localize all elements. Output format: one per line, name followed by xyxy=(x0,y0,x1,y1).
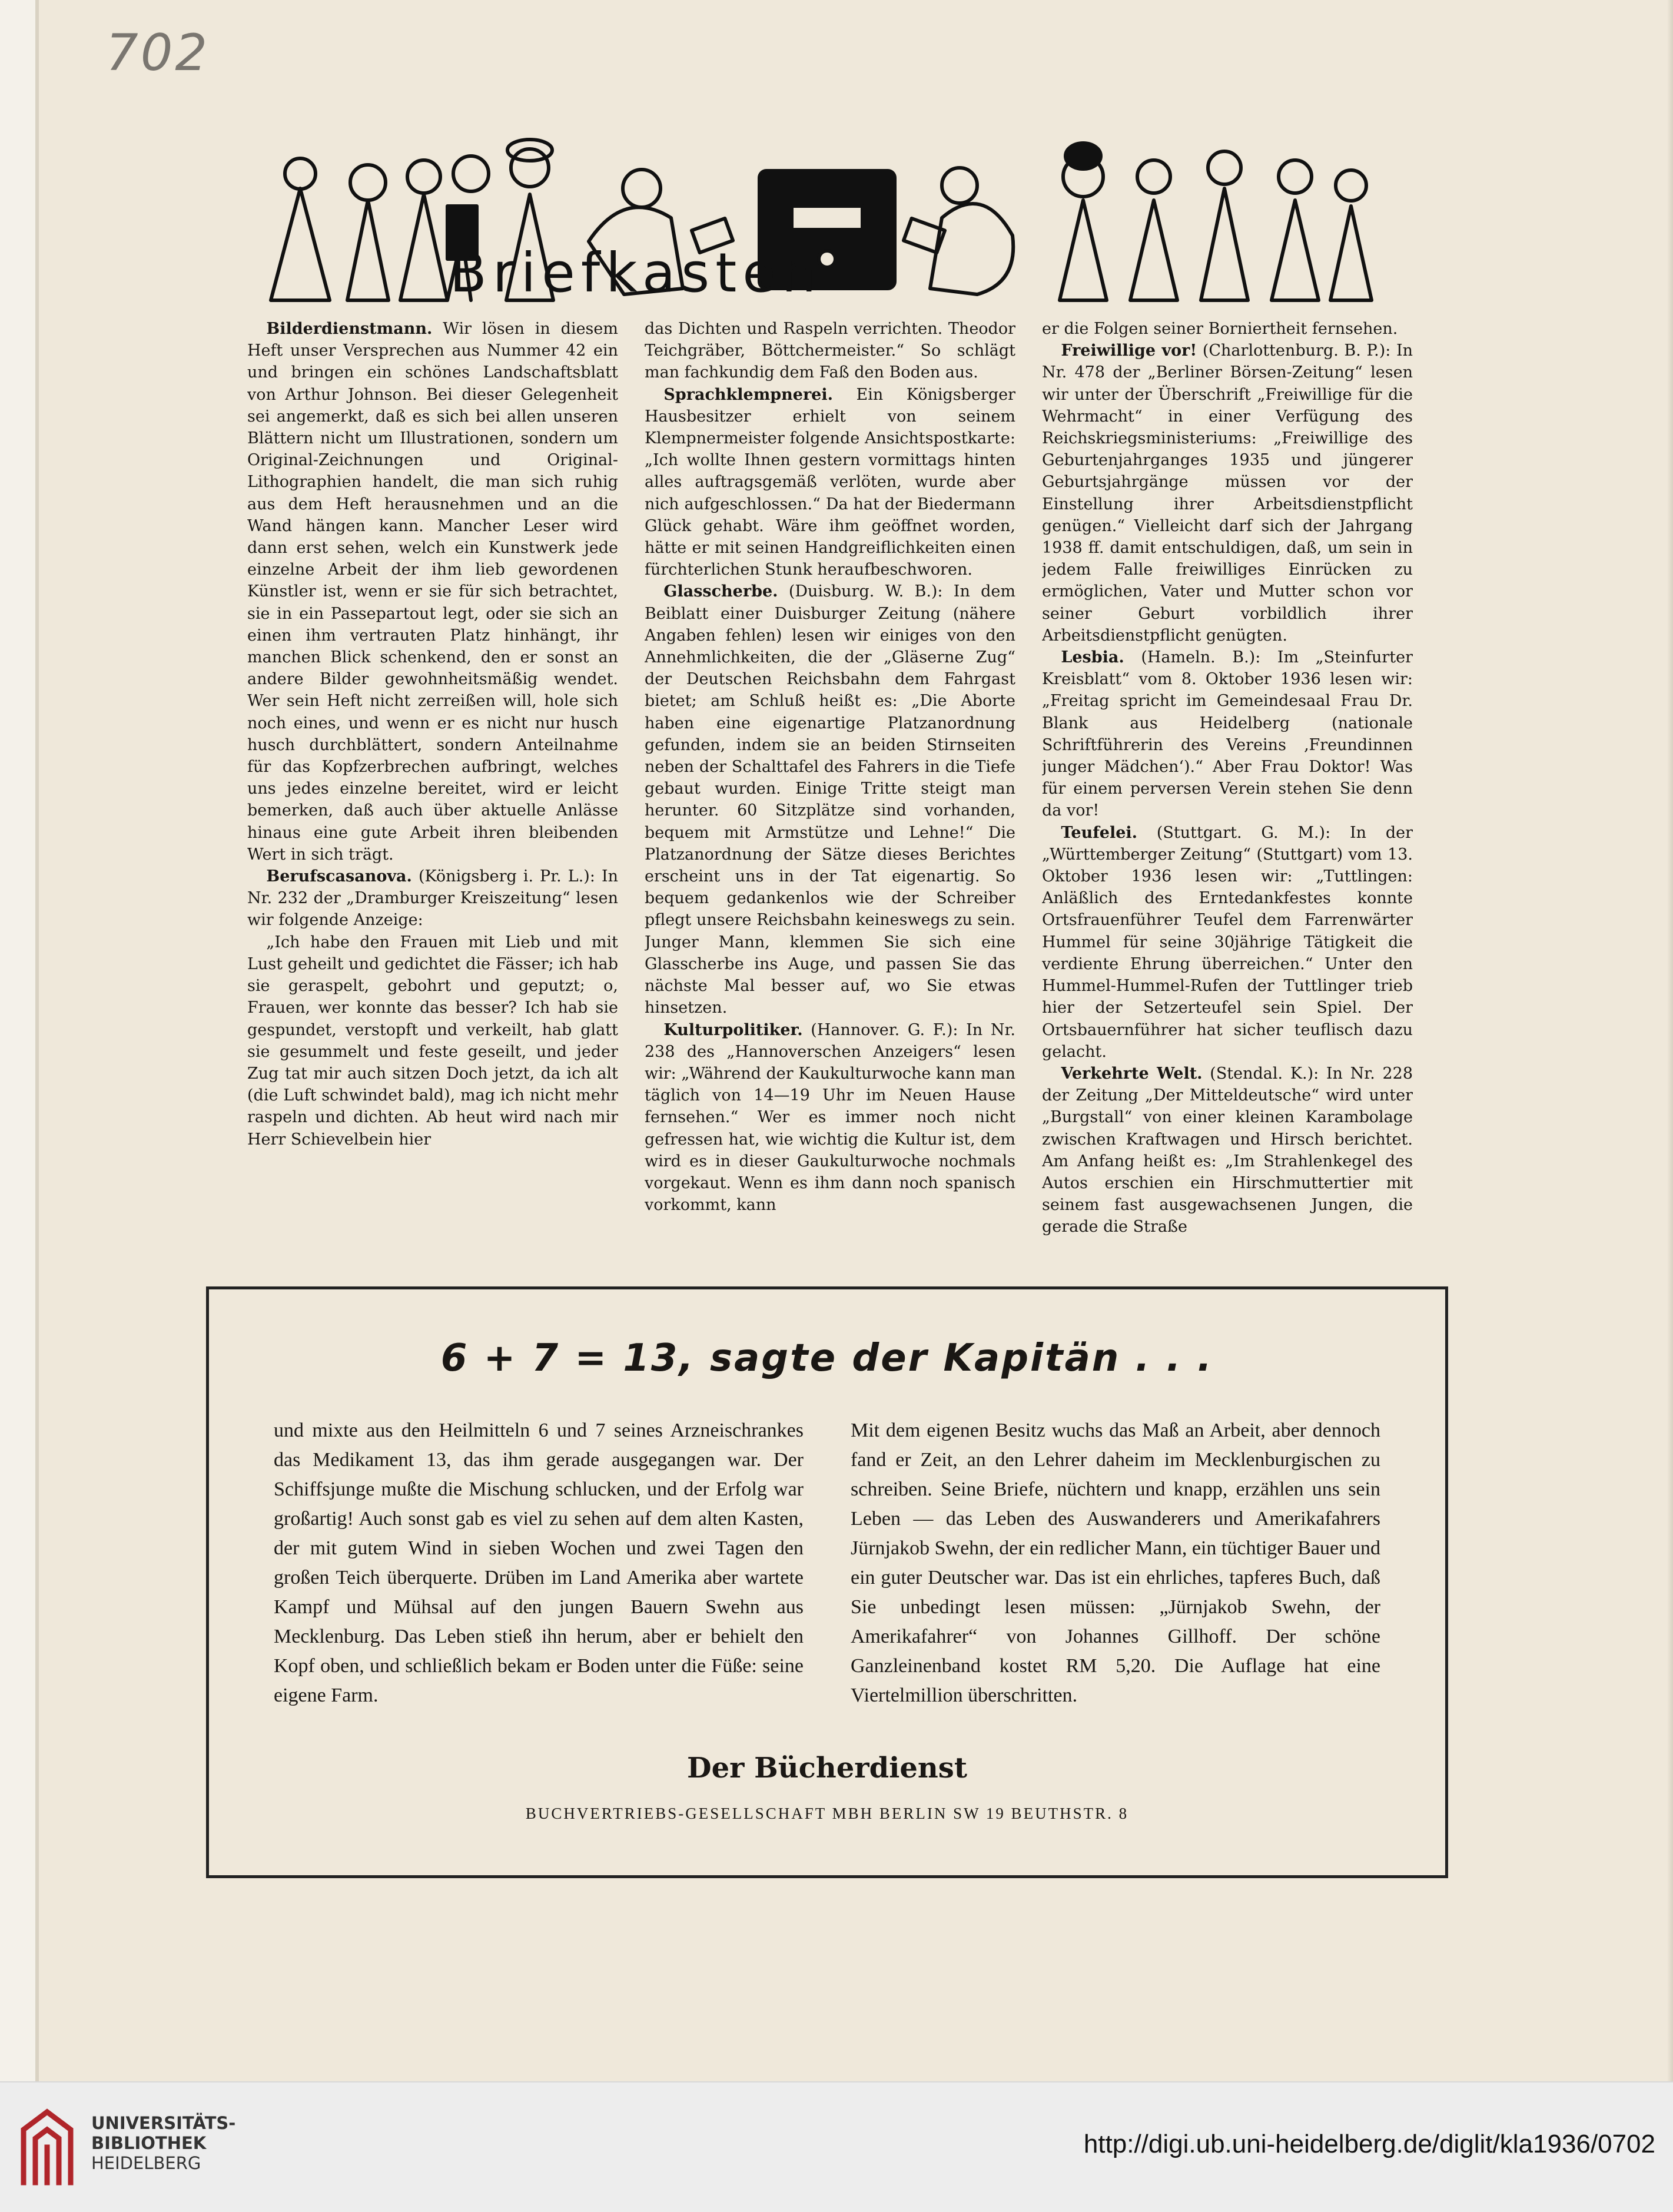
paragraph xyxy=(645,318,1015,384)
entry-text: Wir lösen in diesem Heft unser Versprechen aus Nummer 42 ein und bringen ein schönes Landschaftsblatt von Arthur Johnson. Bei dieser Gelegenheit sei angemerkt, daß es sich bei allen unseren Blättern nicht um Illustrationen, sondern um Original-Zeichnungen und Original-Lithographien handelt, die man sich ruhig aus dem Heft herausnehmen und an die Wand hängen kann. Mancher Leser wird dann erst sehen, welch ein Kunstwerk jede einzelne Arbeit der ihm lieb gewordenen Künstler ist, wenn er sie für sich betrachtet, sie in ein Passepartout legt, oder sie sich an einen ihm vertrauten Platz hinhängt, ihr manchen Blick schenkend, den er sonst an andere Bilder gewohnheitsmäßig wendet. Wer sein Heft nicht zerreißen will, hole sich noch eines, und wenn er es nicht nur husch husch durchblättert, sondern Anteilnahme für das Kopfzerbrechen aufbringt, welches uns jedes einzelne bereitet, wird er leicht bemerken, daß auch über aktuelle Anlässe hinaus eine gute Arbeit ihren bleibenden Wert in sich trägt. xyxy=(247,320,618,864)
ad-column-left xyxy=(274,1416,804,1740)
paragraph xyxy=(1042,1063,1413,1238)
org-line: BIBLIOTHEK xyxy=(91,2133,207,2153)
entry-heading: Teufelei. xyxy=(1061,823,1138,842)
university-name xyxy=(91,2113,235,2173)
entry-heading: Bilderdienstmann. xyxy=(266,320,433,338)
ad-text: Mit dem eigenen Besitz wuchs das Maß an Arbeit, aber dennoch fand er Zeit, an den Lehrer daheim im Mecklenburgischen zu schreiben. Seine Briefe, nüchtern und knapp, erzählen uns sein Leben — das Leben des Auswanderers und Amerikafahrers Jürnjakob Swehn, der ein redlicher Mann, ein tüchtiger Bauer und ein guter Deutscher war. Das ist ein ehrliches, tapferes Buch, daß Sie unbedingt lesen müssen: „Jürnjakob Swehn, der Amerikafahrer“ von Johannes Gillhoff. Der schöne Ganzleinenband kostet RM 5,20. Die Auflage hat eine Viertelmillion überschritten. xyxy=(851,1420,1380,1706)
entry-text: er die Folgen seiner Borniertheit fernsehen. xyxy=(1042,320,1398,338)
entry-heading: Freiwillige vor! xyxy=(1061,341,1197,360)
entry-text: (Hannover. G. F.): In Nr. 238 des „Hannoverschen Anzeigers“ lesen wir: „Während der Kaukulturwoche kann man täglich von 14—19 Uhr im Neuen Hause fernsehen.“ Wer es immer noch nicht gefressen hat, wie wichtig die Kultur ist, dem wird es in dieser Gaukulturwoche nochmals vorgekaut. Wenn es ihm dann noch spanisch vorkommt, kann xyxy=(645,1020,1015,1215)
entry-heading: Kulturpolitiker. xyxy=(663,1020,803,1039)
paragraph xyxy=(1042,646,1413,822)
entry-text: (Charlottenburg. B. P.): In Nr. 478 der „Berliner Börsen-Zeitung“ lesen wir unter der Überschrift „Freiwillige für die Wehrmacht“ in einer Verfügung des Reichskriegsministeriums: „Freiwillige des Geburtenjahrganges 1935 und jüngerer Geburtsjahrgänge müssen vor der Einstellung ihrer Arbeitsdienstpflicht genügen.“ Vielleicht darf sich der Jahrgang 1938 ff. damit entschuldigen, daß, um sein in jedem Falle freiwilliges Einrücken zu ermöglichen, Vater und Mutter schon vor seiner Geburt vorbildlich ihrer Arbeitsdienstpflicht genügten. xyxy=(1042,341,1413,645)
source-url-link[interactable]: http://digi.ub.uni-heidelberg.de/diglit/kla1936/0702 xyxy=(1083,2130,1655,2158)
page-edge-shadow xyxy=(1667,0,1673,2081)
entry-heading: Sprachklempnerei. xyxy=(663,385,834,404)
entry-text: (Duisburg. W. B.): In dem Beiblatt einer Duisburger Zeitung (nähere Angaben fehlen) lesen wir einiges von den Annehmlichkeiten, die der „Gläserne Zug“ der Deutschen Reichsbahn dem Fahrgast bietet; am Schluß heißt es: „Die Aborte haben eine eigenartige Platzanordnung gefunden, indem sie an beiden Stirnseiten neben der Schalttafel des Fahrers in die Tiefe gebaut wurden. Einige Tritte steigt man herunter. 60 Sitzplätze sind vorhanden, bequem mit Armstütze und Lehne!“ Die Platzanordnung der Sätze dieses Berichtes erscheint uns in der Tat eigenartig. So bequem gedankenlos wie der Schreiber pflegt unsere Reichsbahn keineswegs zu sein. Junger Mann, klemmen Sie sich eine Glasscherbe ins Auge, und passen Sie das nächste Mal besser auf, wo Sie etwas hinsetzen. xyxy=(645,582,1015,1017)
handwritten-page-number: 702 xyxy=(106,24,210,82)
entry-heading: Berufscasanova. xyxy=(266,867,412,886)
column-3 xyxy=(1042,318,1413,1248)
entry-text: (Stuttgart. G. M.): In der „Württemberger Zeitung“ (Stuttgart) vom 13. Oktober 1936 lesen wir: „Tuttlingen: Anläßlich des Erntedankfestes konnte Ortsfrauenführer Teufel dem Farrenwärter Hummel für seine 30jährige Tätigkeit die verdiente Ehrung überreichen.“ Unter den Hummel-Hummel-Rufen der Tuttlinger trieb hier der Setzerteufel sein Spiel. Der Ortsbauernführer hat sicher teuflisch dazu gelacht. xyxy=(1042,823,1413,1061)
paragraph xyxy=(1042,340,1413,646)
paragraph xyxy=(247,318,618,865)
ad-columns xyxy=(274,1416,1380,1740)
quoted-verse xyxy=(247,931,618,1150)
ad-column-right xyxy=(851,1416,1380,1740)
entry-heading: Glasscherbe. xyxy=(663,582,778,601)
entry-heading: Lesbia. xyxy=(1061,648,1124,667)
masthead-title: Briefkasten xyxy=(449,241,822,304)
university-logo-icon xyxy=(18,2106,77,2188)
book-advertisement xyxy=(206,1286,1448,1878)
viewer-footer xyxy=(0,2081,1673,2212)
entry-text: Ein Königsberger Hausbesitzer erhielt von seinem Klempnermeister folgende Ansichtspostkarte: „Ich wollte Ihnen gestern vormittags hinten alles auftragsgemäß verlöten, wurde aber nich aufgeschlossen.“ Da hat der Biedermann Glück gehabt. Wäre ihm geöffnet worden, hätte er mit seinen Handgreiflichkeiten einen fürchterlichen Stunk heraufbeschworen. xyxy=(645,385,1015,579)
publisher-address: BUCHVERTRIEBS-GESELLSCHAFT MBH BERLIN SW 19 BEUTHSTR. 8 xyxy=(525,1805,1129,1822)
ad-headline: 6 + 7 = 13, sagte der Kapitän . . . xyxy=(440,1337,1214,1380)
entry-heading: Verkehrte Welt. xyxy=(1061,1064,1203,1083)
entry-text: (Stendal. K.): In Nr. 228 der Zeitung „Der Mitteldeutsche“ wird unter „Burgstall“ von einer kleinen Karambolage zwischen Kraftwagen und Hirsch berichtet. Am Anfang heißt es: „Im Strahlenkegel des Autos erschien ein Hirschmuttertier mit seinem fast ausgewachsenen Jungen, die gerade die Straße xyxy=(1042,1064,1413,1236)
publisher-logo: Der Bücherdienst xyxy=(686,1752,967,1785)
entry-text: (Hameln. B.): Im „Steinfurter Kreisblatt“ vom 8. Oktober 1936 lesen wir: „Freitag spricht im Gemeindesaal Frau Dr. Blank aus Heidelberg (nationale Schriftführerin des Vereins ‚Freundinnen junger Mädchen‘).“ Aber Frau Doktor! Was für einem perversen Verein stehen Sie denn da vor! xyxy=(1042,648,1413,820)
org-line: HEIDELBERG xyxy=(91,2153,201,2173)
entry-text: „Ich habe den Frauen mit Lieb und mit Lust geheilt und gedichtet die Fässer; ich hab sie geraspelt, gebohrt und geputzt; o, Frauen, wer konnte das besser? Ich hab sie gespundet, verstopft und verkeilt, hab glatt sie gesummelt und feste geseilt, und jeder Zug tat mir auch sitzen Doch jetzt, da ich alt (die Luft schwindet bald), mag ich nicht mehr raspeln und dichten. Ab heut wird nach mir Herr Schievelbein hier xyxy=(247,933,618,1149)
ad-text: und mixte aus den Heilmitteln 6 und 7 seines Arzneischrankes das Medikament 13, das ihm gerade ausgegangen war. Der Schiffsjunge mußte die Mischung schlucken, und der Erfolg war großartig! Auch sonst gab es viel zu sehen auf dem alten Kasten, der mit gutem Wind in sieben Wochen und zwei Tagen den großen Teich überquerte. Drüben im Land Amerika aber wartete Kampf und Mühsal auf den jungen Bauern Swehn aus Mecklenburg. Das Leben stieß ihn herum, aber er behielt den Kopf oben, und schließlich bekam er Boden unter die Füße: seine eigene Farm. xyxy=(274,1420,804,1706)
column-2 xyxy=(645,318,1015,1248)
paragraph xyxy=(645,1019,1015,1216)
briefkasten-columns xyxy=(247,318,1413,1248)
column-1 xyxy=(247,318,618,1248)
paragraph xyxy=(645,581,1015,1019)
paragraph xyxy=(1042,822,1413,1063)
org-line: UNIVERSITÄTS- xyxy=(91,2113,236,2133)
paragraph xyxy=(1042,318,1413,340)
paragraph xyxy=(645,384,1015,581)
entry-text: (Königsberg i. Pr. L.): In Nr. 232 der „Dramburger Kreiszeitung“ lesen wir folgende Anzeige: xyxy=(247,867,618,930)
entry-text: das Dichten und Raspeln verrichten. Theodor Teichgräber, Böttchermeister.“ So schlägt man fachkundig dem Faß den Boden aus. xyxy=(645,320,1015,382)
paragraph xyxy=(247,865,618,931)
